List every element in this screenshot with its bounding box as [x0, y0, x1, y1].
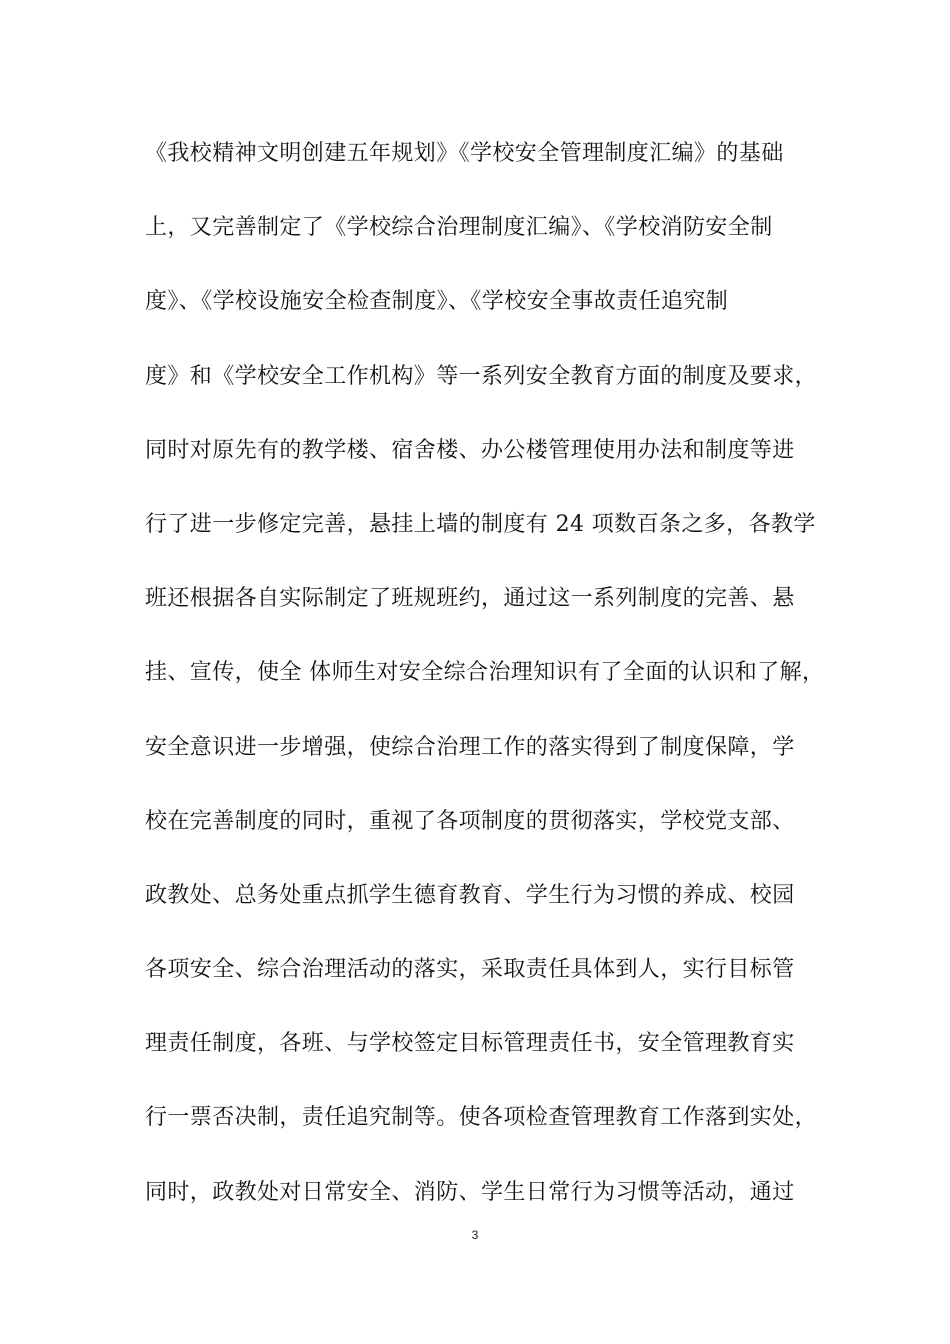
text-line-2: 上，又完善制定了《学校综合治理制度汇编》、《学校消防安全制 [145, 215, 773, 241]
text-line-10: 校在完善制度的同时，重视了各项制度的贯彻落实，学校党支部、 [145, 808, 795, 834]
text-line-11: 政教处、总务处重点抓学生德育教育、学生行为习惯的养成、校园 [145, 882, 795, 908]
text-line-8: 挂、宣传，使全 体师生对安全综合治理知识有了全面的认识和了解， [145, 660, 825, 686]
body-text [145, 134, 835, 1247]
text-line-14: 行一票否决制，责任追究制等。使各项检查管理教育工作落到实处， [145, 1105, 818, 1131]
text-line-9: 安全意识进一步增强，使综合治理工作的落实得到了制度保障，学 [145, 734, 795, 760]
text-line-13: 理责任制度，各班、与学校签定目标管理责任书，安全管理教育实 [145, 1031, 795, 1057]
text-line-7: 班还根据各自实际制定了班规班约，通过这一系列制度的完善、悬 [145, 586, 795, 612]
text-line-5: 同时对原先有的教学楼、宿舍楼、办公楼管理使用办法和制度等进 [145, 437, 795, 463]
text-line-12: 各项安全、综合治理活动的落实，采取责任具体到人，实行目标管 [145, 957, 795, 983]
text-line-4: 度》和《学校安全工作机构》等一系列安全教育方面的制度及要求， [145, 363, 818, 389]
text-line-3: 度》、《学校设施安全检查制度》、《学校安全事故责任追究制 [145, 289, 729, 315]
text-line-15: 同时，政教处对日常安全、消防、学生日常行为习惯等活动，通过 [145, 1179, 795, 1205]
page-number: 3 [471, 1228, 479, 1242]
text-line-1: 《我校精神文明创建五年规划》《学校安全管理制度汇编》的基础 [145, 141, 784, 166]
text-line-6: 行了进一步修定完善，悬挂上墙的制度有 24 项数百条之多，各教学 [145, 511, 816, 537]
